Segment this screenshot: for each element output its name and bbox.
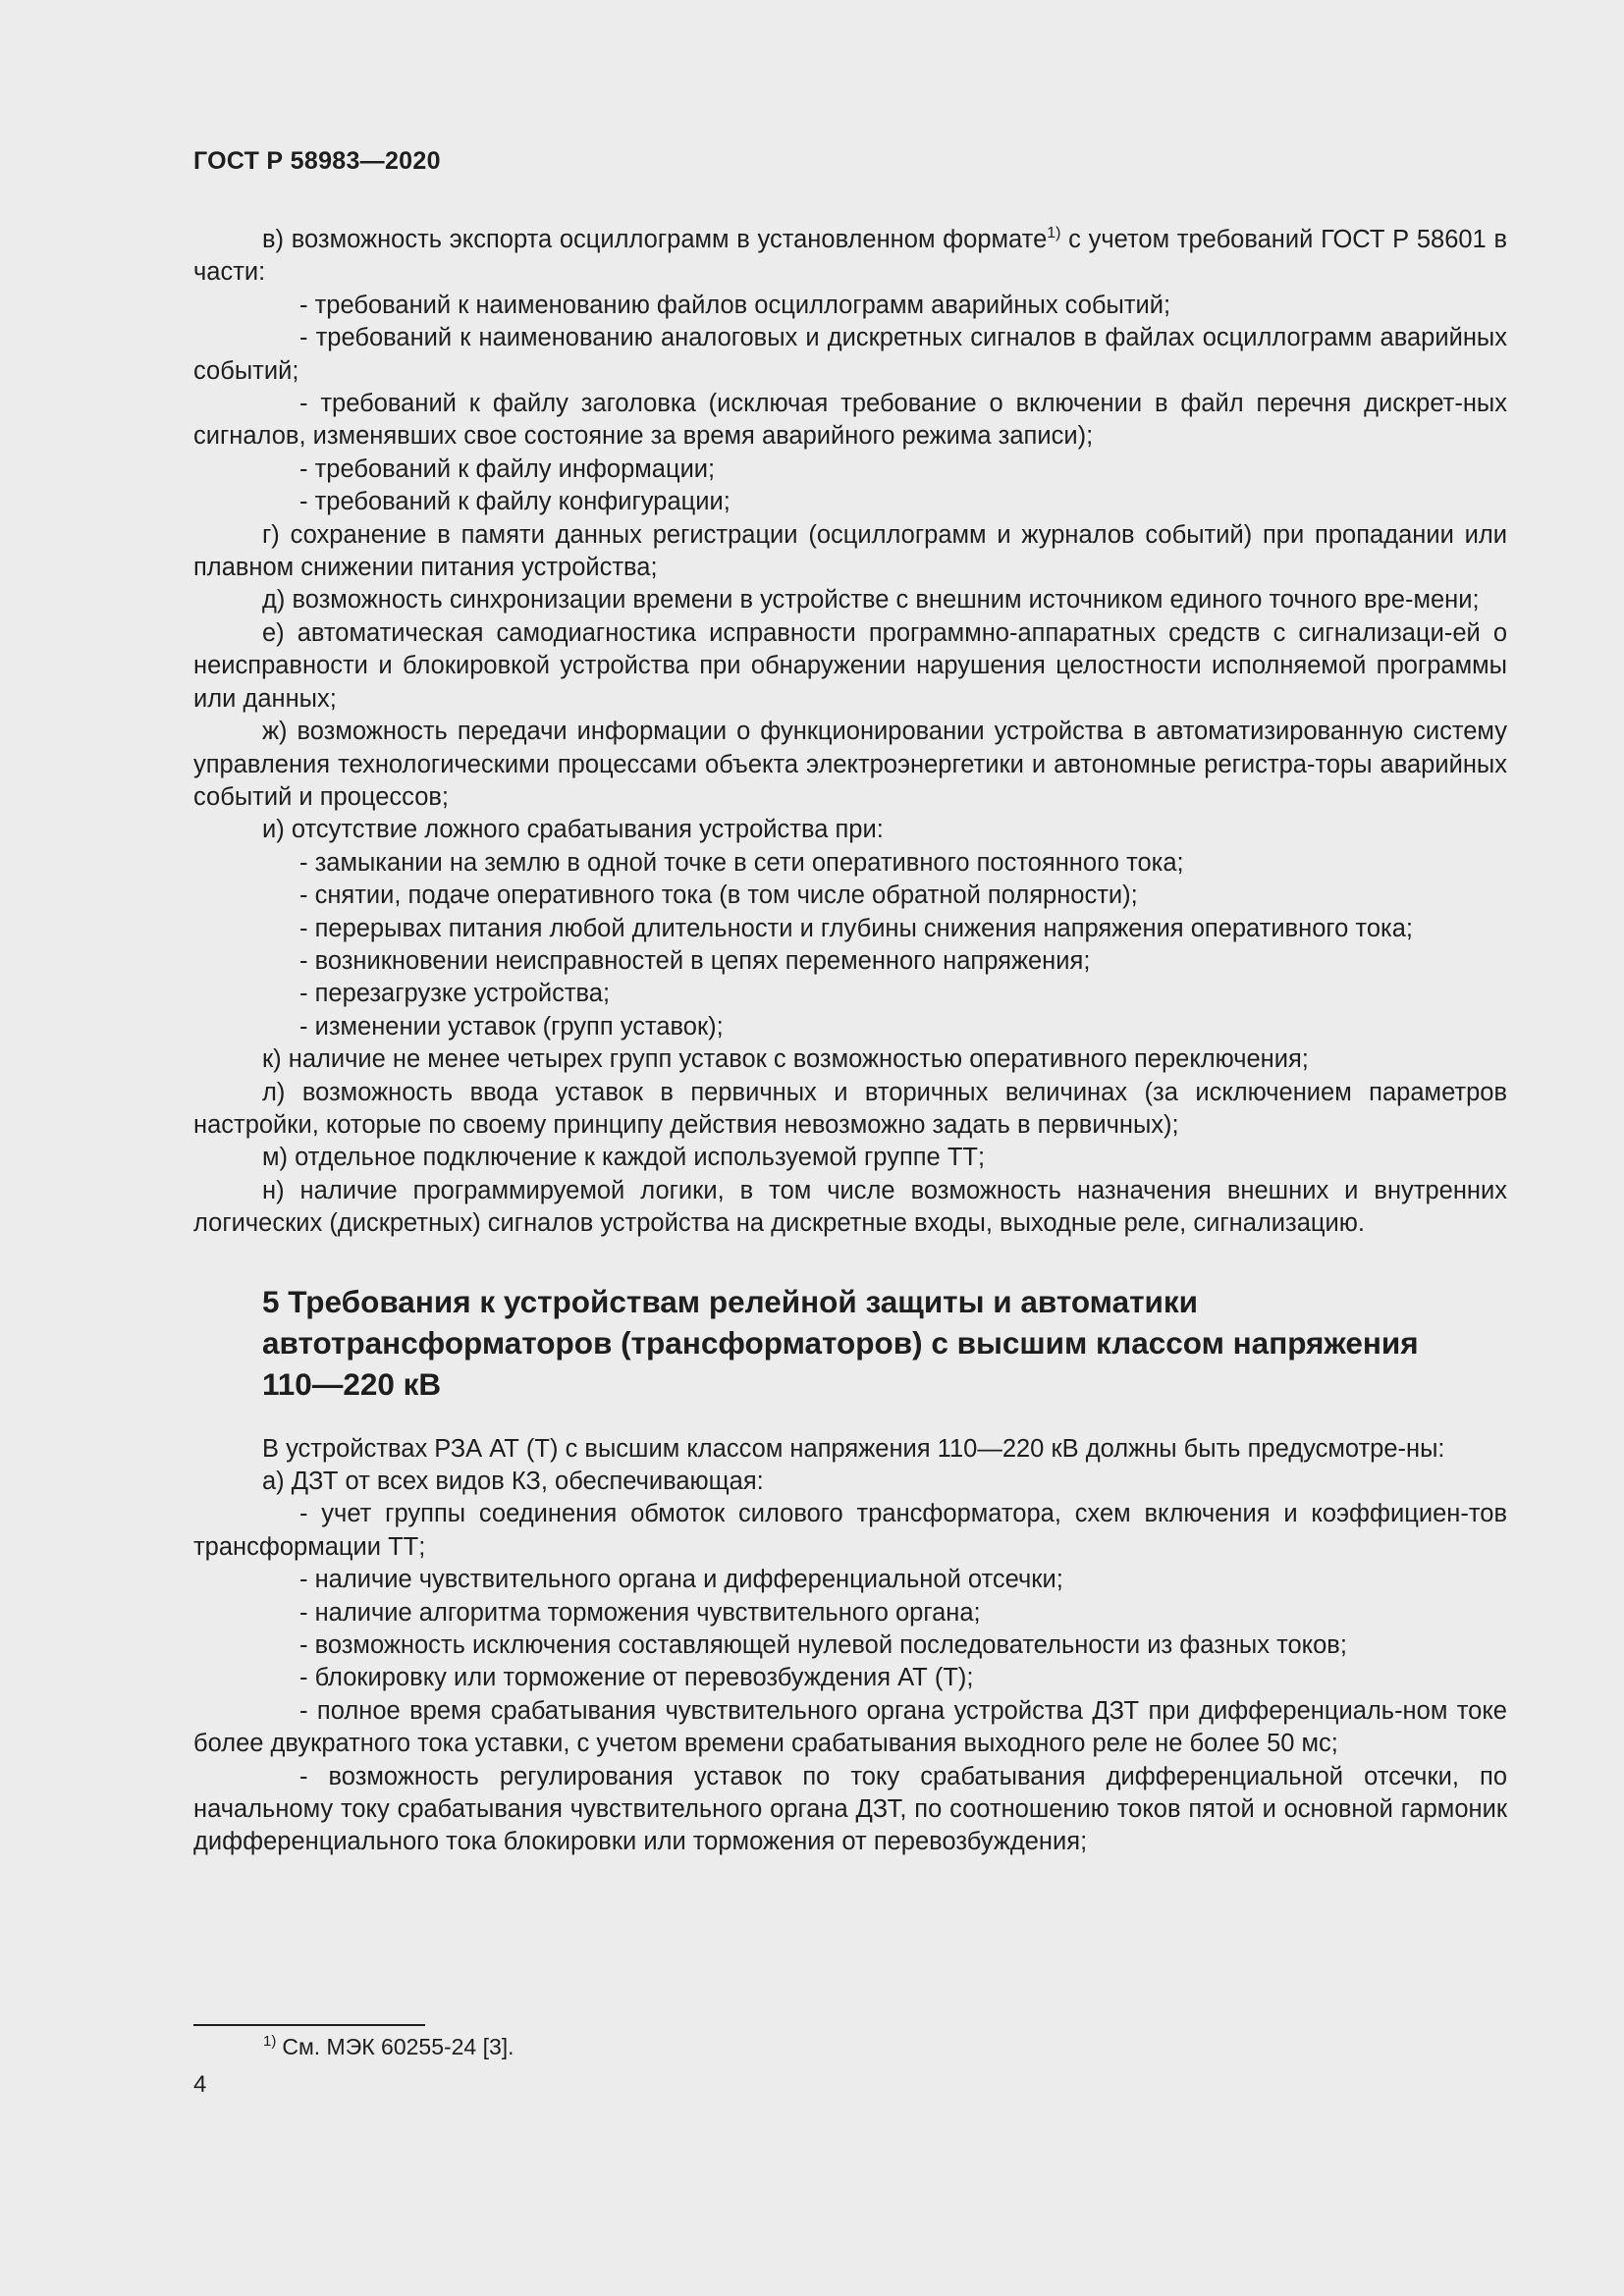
paragraph xyxy=(193,584,1507,616)
paragraph-text: н) наличие программируемой логики, в том числе возможность назначения внешних и внутренних логических (дискретных) сигналов устройства на дискретные входы, выходные реле, сигнализацию. xyxy=(193,1176,1507,1238)
footnote-reference: 1) xyxy=(1047,225,1061,241)
paragraph xyxy=(193,1662,1507,1694)
paragraph-text: - требований к наименованию аналоговых и дискретных сигналов в файлах осциллограмм аварийных событий; xyxy=(193,324,1507,385)
paragraph-text: м) отдельное подключение к каждой используемой группе ТТ; xyxy=(262,1144,986,1172)
footnote-mark: 1) xyxy=(263,2033,277,2050)
section-heading xyxy=(262,1281,1507,1405)
paragraph xyxy=(193,716,1507,814)
paragraph xyxy=(193,913,1507,945)
paragraph xyxy=(193,1695,1507,1761)
paragraph xyxy=(193,519,1507,585)
paragraph xyxy=(193,322,1507,388)
paragraph-text-continued: с учетом требований ГОСТ Р 58601 в части: xyxy=(193,226,1507,287)
footnote-divider xyxy=(193,2024,425,2026)
paragraph-text: - блокировку или торможение от перевозбуждения АТ (Т); xyxy=(299,1664,974,1692)
paragraph-text: - требований к файлу информации; xyxy=(299,454,716,483)
paragraph xyxy=(193,1077,1507,1143)
paragraph-text: - возможность регулирования уставок по току срабатывания дифференциальной отсечки, по начальному току срабатывания чувствительного органа ДЗТ, по соотношению токов пятой и основной гармоник дифференциального тока блокировки или торможения от перевозбуждения; xyxy=(193,1762,1507,1856)
paragraph xyxy=(193,847,1507,880)
paragraph xyxy=(193,290,1507,322)
paragraph-text: ж) возможность передачи информации о функционировании устройства в автоматизированную систему управления технологическими процессами объекта электроэнергетики и автономные регистра-торы аварийных событий и процессов; xyxy=(193,718,1507,811)
paragraph-text: - требований к файлу конфигурации; xyxy=(299,488,731,516)
paragraph-text: - возможность исключения составляющей нулевой последовательности из фазных токов; xyxy=(299,1631,1347,1660)
paragraph xyxy=(193,1597,1507,1629)
paragraph-text: - наличие чувствительного органа и дифференциальной отсечки; xyxy=(299,1566,1063,1594)
paragraph-text: в) возможность экспорта осциллограмм в установленном формате xyxy=(262,226,1048,253)
paragraph-text: к) наличие не менее четырех групп уставок с возможностью оперативного переключения; xyxy=(262,1045,1309,1074)
paragraph xyxy=(193,1466,1507,1498)
paragraph xyxy=(193,1629,1507,1662)
paragraph-text: г) сохранение в памяти данных регистрации (осциллограмм и журналов событий) при пропадании или плавном снижении питания устройства; xyxy=(193,520,1507,582)
paragraph-text: В устройствах РЗА АТ (Т) с высшим классом напряжения 110—220 кВ должны быть предусмотре-ны: xyxy=(262,1434,1445,1463)
paragraph-text: - снятии, подаче оперативного тока (в том числе обратной полярности); xyxy=(299,881,1138,910)
paragraph xyxy=(193,1564,1507,1596)
section-heading-line: автотрансформаторов (трансформаторов) с высшим классом напряжения xyxy=(262,1324,1419,1361)
body-text xyxy=(193,224,1507,1859)
paragraph xyxy=(193,1142,1507,1174)
paragraph xyxy=(193,224,1507,290)
paragraph-text: - замыкании на землю в одной точке в сети оперативного постоянного тока; xyxy=(299,848,1184,877)
paragraph xyxy=(193,1011,1507,1043)
footnote xyxy=(263,2032,514,2061)
paragraph-text: - полное время срабатывания чувствительного органа устройства ДЗТ при дифференциаль-ном токе более двукратного тока уставки, с учетом времени срабатывания выходного реле не более 50 мс; xyxy=(193,1696,1507,1758)
paragraph xyxy=(193,814,1507,846)
paragraph xyxy=(193,880,1507,912)
paragraph xyxy=(193,1498,1507,1564)
document-header: ГОСТ Р 58983—2020 xyxy=(193,147,441,175)
paragraph xyxy=(193,617,1507,716)
paragraph-text: - требований к файлу заголовка (исключая требование о включении в файл перечня дискрет-ных сигналов, изменявших свое состояние за время аварийного режима записи); xyxy=(193,390,1507,451)
paragraph xyxy=(193,486,1507,518)
page-number: 4 xyxy=(193,2071,207,2098)
paragraph-text: - наличие алгоритма торможения чувствительного органа; xyxy=(299,1598,981,1627)
footnote-text: См. МЭК 60255-24 [3]. xyxy=(282,2034,514,2059)
section-heading-line: 110—220 кВ xyxy=(262,1365,442,1402)
paragraph-text: - требований к наименованию файлов осциллограмм аварийных событий; xyxy=(299,291,1171,319)
paragraph-text: - учет группы соединения обмоток силового трансформатора, схем включения и коэффициен-тов трансформации ТТ; xyxy=(193,1500,1507,1561)
paragraph-text: а) ДЗТ от всех видов КЗ, обеспечивающая: xyxy=(262,1468,764,1495)
paragraph-text: д) возможность синхронизации времени в устройстве с внешним источником единого точного вре-мени; xyxy=(262,586,1480,614)
paragraph-text: и) отсутствие ложного срабатывания устройства при: xyxy=(262,816,884,844)
paragraph xyxy=(193,1175,1507,1241)
section-heading-line: 5 Требования к устройствам релейной защиты и автоматики xyxy=(262,1283,1199,1319)
paragraph-text: - изменении уставок (групп уставок); xyxy=(299,1012,724,1041)
requirements-list xyxy=(193,224,1507,1241)
paragraph xyxy=(193,978,1507,1010)
paragraph xyxy=(193,388,1507,454)
paragraph-text: - возникновении неисправностей в цепях переменного напряжения; xyxy=(299,946,1091,975)
paragraph-text: л) возможность ввода уставок в первичных и вторичных величинах (за исключением параметров настройки, которые по своему принципу действия невозможно задать в первичных); xyxy=(193,1078,1507,1139)
paragraph-text: е) автоматическая самодиагностика исправности программно-аппаратных средств с сигнализаци-ей о неисправности и блокировкой устройства при обнаружении нарушения целостности исполняемой программы или данных; xyxy=(193,618,1507,713)
paragraph xyxy=(193,945,1507,978)
paragraph xyxy=(193,1433,1507,1466)
paragraph xyxy=(193,1043,1507,1076)
paragraph xyxy=(193,454,1507,486)
section-5-list xyxy=(193,1433,1507,1859)
paragraph-text: - перезагрузке устройства; xyxy=(299,980,611,1008)
paragraph-text: - перерывах питания любой длительности и глубины снижения напряжения оперативного тока; xyxy=(299,914,1413,942)
paragraph xyxy=(193,1761,1507,1859)
